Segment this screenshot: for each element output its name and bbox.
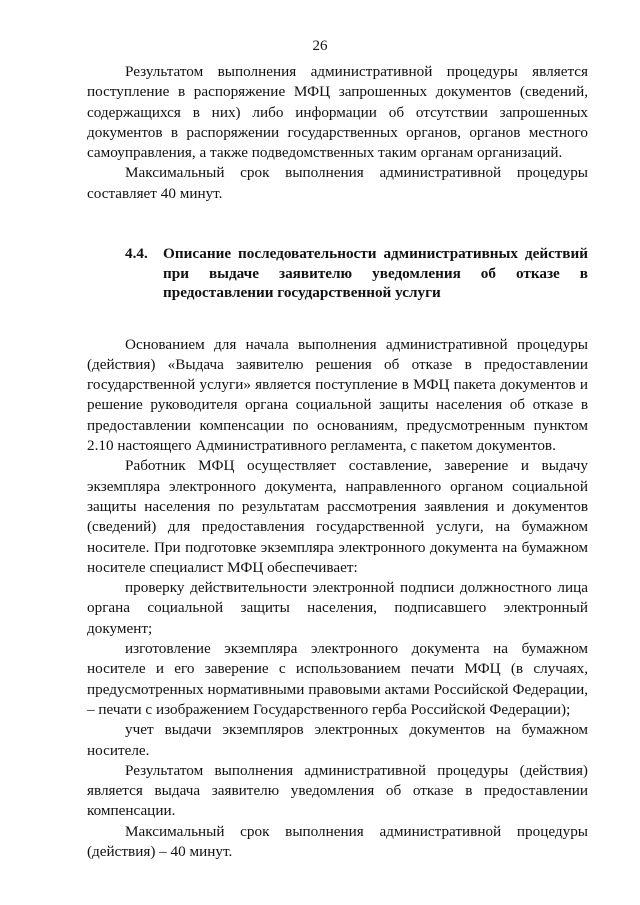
- page-content: [87, 62, 588, 862]
- paragraph-max-time-refusal: Максимальный срок выполнения административной процедуры (действия) – 40 минут.: [87, 822, 588, 860]
- section-heading: [87, 244, 588, 303]
- paragraph-signature-check: проверку действительности электронной подписи должностного лица органа социальной защиты населения, подписавшего электронный документ;: [87, 579, 588, 637]
- paragraph-mfc-worker: Работник МФЦ осуществляет составление, заверение и выдачу экземпляра электронного документа, направленного органом социальной защиты населения по результатам рассмотрения заявления и документов (сведений) для предоставления государственной услуги, на бумажном носителе. При подготовке экземпляра электронного документа на бумажном носителе специалист МФЦ обеспечивает:: [87, 457, 588, 576]
- section-number: 4.4.: [125, 245, 148, 263]
- paragraph-accounting: учет выдачи экземпляров электронных документов на бумажном носителе.: [87, 721, 588, 759]
- paragraph-result-request: Результатом выполнения административной процедуры является поступление в распоряжение МФЦ запрошенных документов (сведений, содержащихся в них) либо информации об отсутствии запрошенных документов в распоряжении государственных органов, органов местного самоуправления, а также подведомственных таким органам организаций.: [87, 63, 588, 162]
- paragraph-result-refusal: Результатом выполнения административной процедуры (действия) является выдача заявителю уведомления об отказе в предоставлении компенсации.: [87, 761, 588, 820]
- paragraph-max-time-request: Максимальный срок выполнения административной процедуры составляет 40 минут.: [87, 164, 588, 202]
- paragraph-basis: Основанием для начала выполнения административной процедуры (действия) «Выдача заявителю решения об отказе в предоставлении государственной услуги» является поступление в МФЦ пакета документов и решение руководителя органа социальной защиты населения об отказе в предоставлении компенсации по основаниям, предусмотренным пунктом 2.10 настоящего Административного регламента, с пакетом документов.: [87, 335, 588, 455]
- page-number: 26: [312, 38, 328, 54]
- section-title: Описание последовательности административных действий при выдаче заявителю уведомления об отказе в предоставлении государственной услуги: [163, 245, 588, 302]
- paragraph-paper-copy: изготовление экземпляра электронного документа на бумажном носителе и его заверение с использованием печати МФЦ (в случаях, предусмотренных нормативными правовыми актами Российской Федерации, – печати с изображением Государственного герба Российской Федерации);: [87, 640, 588, 718]
